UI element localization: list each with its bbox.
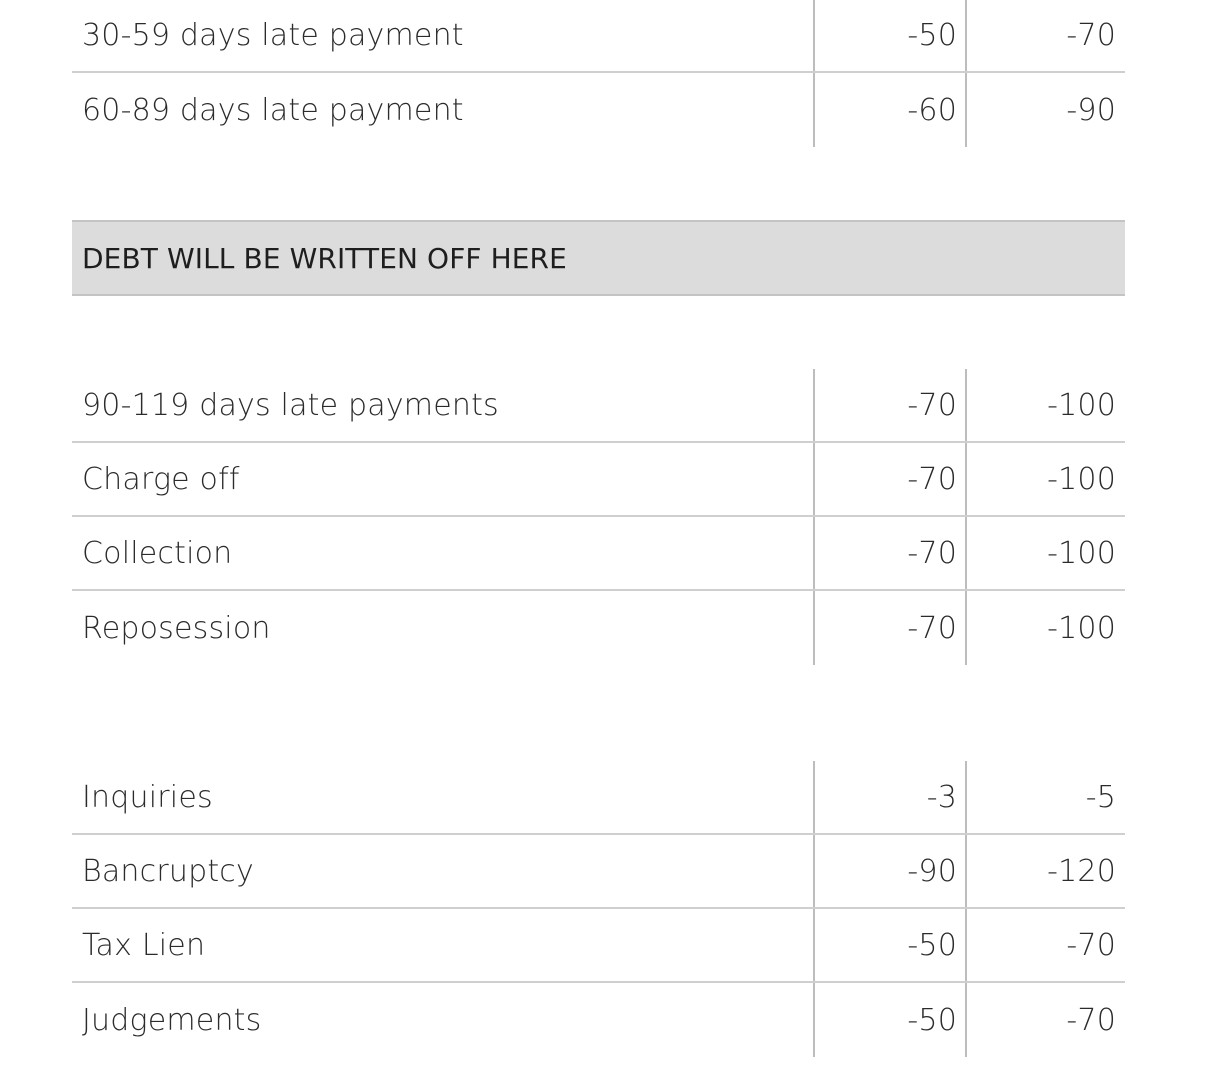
row-label: Bancruptcy bbox=[82, 853, 254, 889]
row-value-first: -70 bbox=[813, 591, 965, 665]
row-value-second: -70 bbox=[965, 0, 1125, 71]
row-label: Charge off bbox=[82, 461, 240, 497]
row-value-second: -70 bbox=[965, 983, 1125, 1057]
row-value-first: -3 bbox=[813, 761, 965, 833]
table-row bbox=[72, 443, 1125, 517]
row-label: Reposession bbox=[82, 610, 271, 646]
table-row bbox=[72, 0, 1125, 73]
row-value-first: -60 bbox=[813, 73, 965, 147]
row-value-second: -100 bbox=[965, 591, 1125, 665]
row-value-second: -100 bbox=[965, 517, 1125, 589]
written-off-table bbox=[72, 369, 1125, 665]
row-value-second: -100 bbox=[965, 369, 1125, 441]
table-row bbox=[72, 835, 1125, 909]
section-banner: DEBT WILL BE WRITTEN OFF HERE bbox=[72, 220, 1125, 296]
late-payments-table bbox=[72, 0, 1125, 147]
row-value-first: -50 bbox=[813, 0, 965, 71]
row-value-second: -100 bbox=[965, 443, 1125, 515]
row-value-first: -70 bbox=[813, 369, 965, 441]
table-row bbox=[72, 983, 1125, 1057]
table-row bbox=[72, 761, 1125, 835]
public-records-table bbox=[72, 761, 1125, 1057]
table-row bbox=[72, 73, 1125, 147]
row-label: Tax Lien bbox=[82, 927, 206, 963]
row-label: 90-119 days late payments bbox=[82, 387, 499, 423]
row-label: 30-59 days late payment bbox=[82, 17, 464, 53]
table-row bbox=[72, 591, 1125, 665]
row-value-second: -120 bbox=[965, 835, 1125, 907]
row-value-first: -70 bbox=[813, 517, 965, 589]
row-value-second: -70 bbox=[965, 909, 1125, 981]
row-value-first: -90 bbox=[813, 835, 965, 907]
row-label: Inquiries bbox=[82, 779, 213, 815]
table-row bbox=[72, 369, 1125, 443]
table-row bbox=[72, 909, 1125, 983]
row-value-first: -50 bbox=[813, 983, 965, 1057]
row-label: Judgements bbox=[82, 1002, 262, 1038]
row-label: Collection bbox=[82, 535, 233, 571]
row-value-first: -50 bbox=[813, 909, 965, 981]
row-value-first: -70 bbox=[813, 443, 965, 515]
row-value-second: -90 bbox=[965, 73, 1125, 147]
row-label: 60-89 days late payment bbox=[82, 92, 464, 128]
row-value-second: -5 bbox=[965, 761, 1125, 833]
table-row bbox=[72, 517, 1125, 591]
